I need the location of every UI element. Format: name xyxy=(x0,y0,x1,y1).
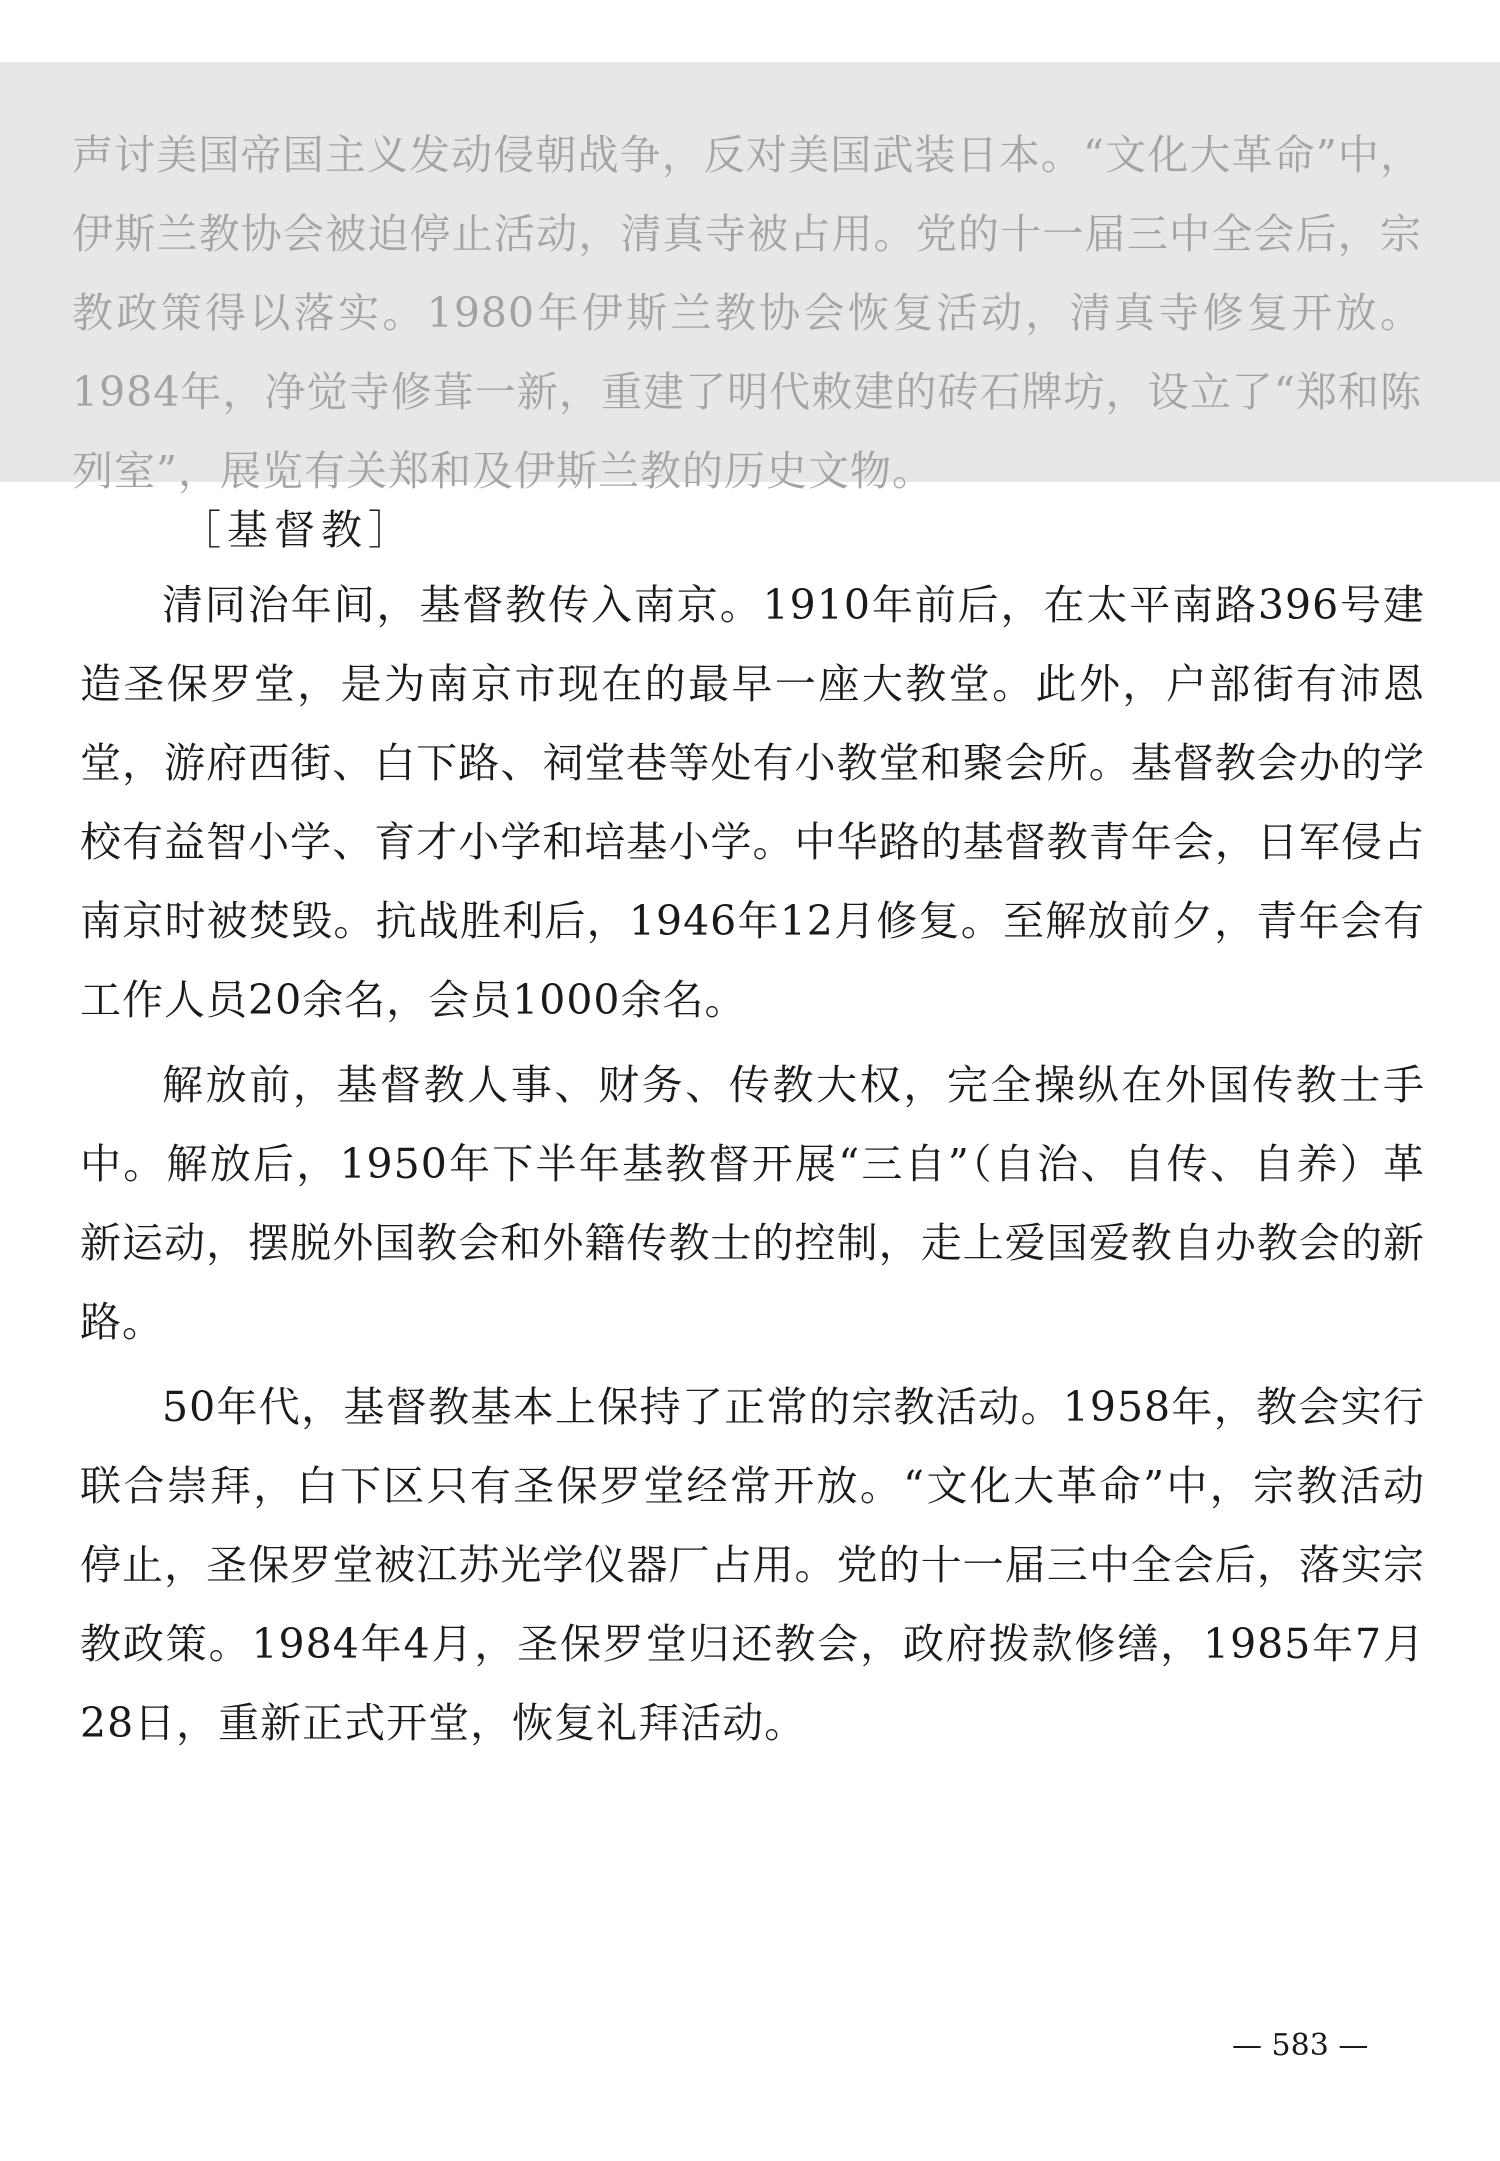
continued-paragraph-block xyxy=(0,62,1500,495)
paragraph-3: 50年代，基督教基本上保持了正常的宗教活动。1958年，教会实行联合崇拜，白下区只有圣保罗堂经常开放。“文化大革命”中，宗教活动停止，圣保罗堂被江苏光学仪器厂占用。党的十一届三中全会后，落实宗教政策。1984年4月，圣保罗堂归还教会，政府拨款修缮，1985年7月28日，重新正式开堂，恢复礼拜活动。 xyxy=(80,1383,1425,1747)
paragraph-1: 清同治年间，基督教传入南京。1910年前后，在太平南路396号建造圣保罗堂，是为南京市现在的最早一座大教堂。此外，户部街有沛恩堂，游府西街、白下路、祠堂巷等处有小教堂和聚会所。基督教会办的学校有益智小学、育才小学和培基小学。中华路的基督教青年会，日军侵占南京时被焚毁。抗战胜利后，1946年12月修复。至解放前夕，青年会有工作人员20余名，会员1000余名。 xyxy=(80,581,1425,1024)
section-heading: ［基督教］ xyxy=(180,506,415,554)
continued-paragraph: 声讨美国帝国主义发动侵朝战争，反对美国武装日本。“文化大革命”中，伊斯兰教协会被迫停止活动，清真寺被占用。党的十一届三中全会后，宗教政策得以落实。1980年伊斯兰教协会恢复活动，清真寺修复开放。1984年，净觉寺修葺一新，重建了明代敕建的砖石牌坊，设立了“郑和陈列室”，展览有关郑和及伊斯兰教的历史文物。 xyxy=(72,131,1422,495)
section-body xyxy=(80,566,1425,1769)
paragraph-2: 解放前，基督教人事、财务、传教大权，完全操纵在外国传教士手中。解放后，1950年下半年基教督开展“三自”（自治、自传、自养）革新运动，摆脱外国教会和外籍传教士的控制，走上爱国爱教自办教会的新路。 xyxy=(80,1061,1425,1346)
page-number: — 583 — xyxy=(1232,2028,1369,2063)
